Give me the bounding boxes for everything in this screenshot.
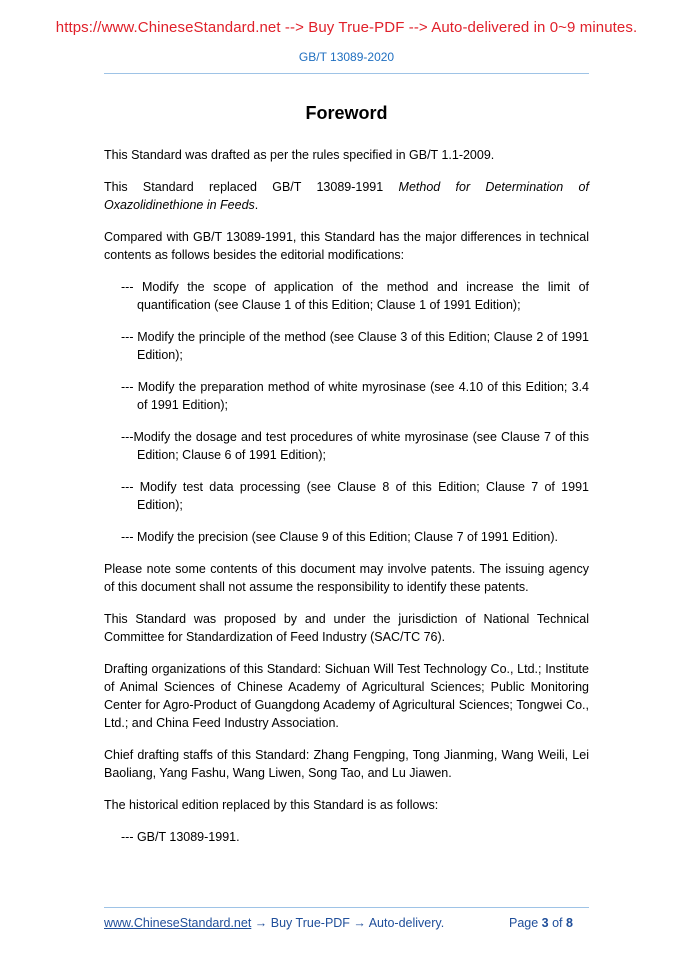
paragraph-replaced-standard — [104, 178, 589, 214]
paragraph-drafting-staff: Chief drafting staffs of this Standard: Zhang Fengping, Tong Jianming, Wang Weili, Lei Baoliang, Yang Fashu, Wang Liwen, Song Tao, and Lu Jiawen. — [104, 748, 589, 780]
list-item: --- Modify the principle of the method (see Clause 3 of this Edition; Clause 2 of 1991 Edition); — [121, 330, 589, 362]
foreword-body — [104, 146, 589, 860]
page-current: 3 — [541, 916, 549, 930]
replaced-title: Method for Determination of Oxazolidinethione in Feeds — [104, 180, 589, 212]
historical-edition-item: --- GB/T 13089-1991. — [121, 830, 240, 844]
list-item: --- Modify test data processing (see Clause 8 of this Edition; Clause 7 of 1991 Edition); — [121, 480, 589, 512]
list-item: --- Modify the preparation method of white myrosinase (see 4.10 of this Edition; 3.4 of 1991 Edition); — [121, 380, 589, 412]
page-label: Page — [509, 916, 542, 930]
page-title: Foreword — [305, 103, 388, 123]
top-banner[interactable]: https://www.ChineseStandard.net --> Buy True-PDF --> Auto-delivered in 0~9 minutes. — [55, 19, 638, 36]
paragraph-patents: Please note some contents of this document may involve patents. The issuing agency of this document shall not assume the responsibility to identify these patents. — [104, 562, 589, 594]
replaced-suffix: . — [254, 198, 259, 212]
page-total: 8 — [566, 916, 573, 930]
header-divider — [104, 73, 589, 74]
footer-divider — [104, 907, 589, 908]
replaced-prefix: This Standard replaced GB/T 13089-1991 — [104, 180, 399, 194]
footer-site-link[interactable]: www.ChineseStandard.net — [104, 916, 252, 930]
footer-nav-text: → Buy True-PDF → Auto-delivery. — [251, 916, 445, 930]
list-item: --- Modify the precision (see Clause 9 of this Edition; Clause 7 of 1991 Edition). — [121, 530, 559, 544]
paragraph-drafting-rules: This Standard was drafted as per the rules specified in GB/T 1.1-2009. — [104, 148, 495, 162]
paragraph-historical-edition: The historical edition replaced by this Standard is as follows: — [104, 798, 439, 812]
page-of: of — [548, 916, 566, 930]
list-item: ---Modify the dosage and test procedures of white myrosinase (see Clause 7 of this Edition; Clause 6 of 1991 Edition); — [121, 430, 589, 462]
page-indicator — [509, 916, 573, 930]
paragraph-drafting-organizations: Drafting organizations of this Standard: Sichuan Will Test Technology Co., Ltd.; Institute of Animal Sciences of Chinese Academy of Agricultural Sciences; Public Monitoring Center for Agro-Product of Guangdong Academy of Agricultural Sciences; Tongwei Co., Ltd.; and China Feed Industry Association. — [104, 662, 589, 730]
footer-links — [104, 916, 444, 930]
list-item: --- Modify the scope of application of the method and increase the limit of quantification (see Clause 1 of this Edition; Clause 1 of 1991 Edition); — [121, 280, 589, 312]
paragraph-proposed-by: This Standard was proposed by and under the jurisdiction of National Technical Committee for Standardization of Feed Industry (SAC/TC 76). — [104, 612, 589, 644]
standard-id-header: GB/T 13089-2020 — [298, 50, 395, 64]
paragraph-differences-intro: Compared with GB/T 13089-1991, this Standard has the major differences in technical contents as follows besides the editorial modifications: — [104, 230, 589, 262]
